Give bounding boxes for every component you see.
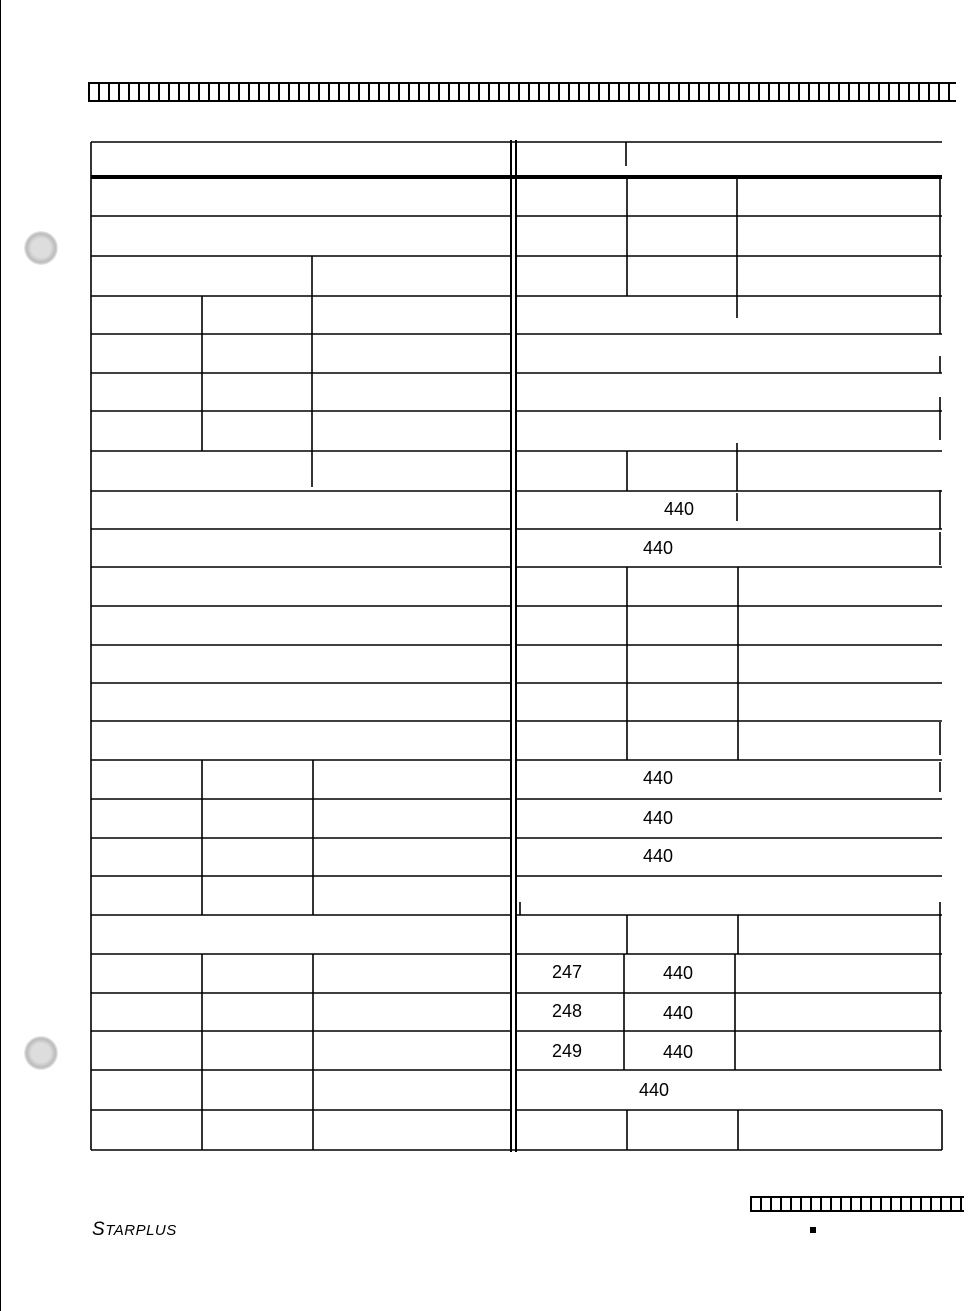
cell-value: 440 <box>663 963 694 983</box>
cell-value: 440 <box>664 499 695 519</box>
cell-value: 440 <box>663 1042 694 1062</box>
cell-value: 440 <box>643 538 674 558</box>
cell-number: 247 <box>552 962 583 982</box>
bottom-greek-key-border <box>750 1196 964 1212</box>
cell-number: 248 <box>552 1001 583 1021</box>
footer-bullet <box>810 1227 816 1233</box>
footer-brand: STARPLUS <box>92 1219 177 1240</box>
cell-value: 440 <box>643 768 674 788</box>
cell-number: 249 <box>552 1041 583 1061</box>
cell-value: 440 <box>643 846 674 866</box>
cell-value: 440 <box>643 808 674 828</box>
cell-value: 440 <box>639 1080 670 1100</box>
cell-value: 440 <box>663 1003 694 1023</box>
